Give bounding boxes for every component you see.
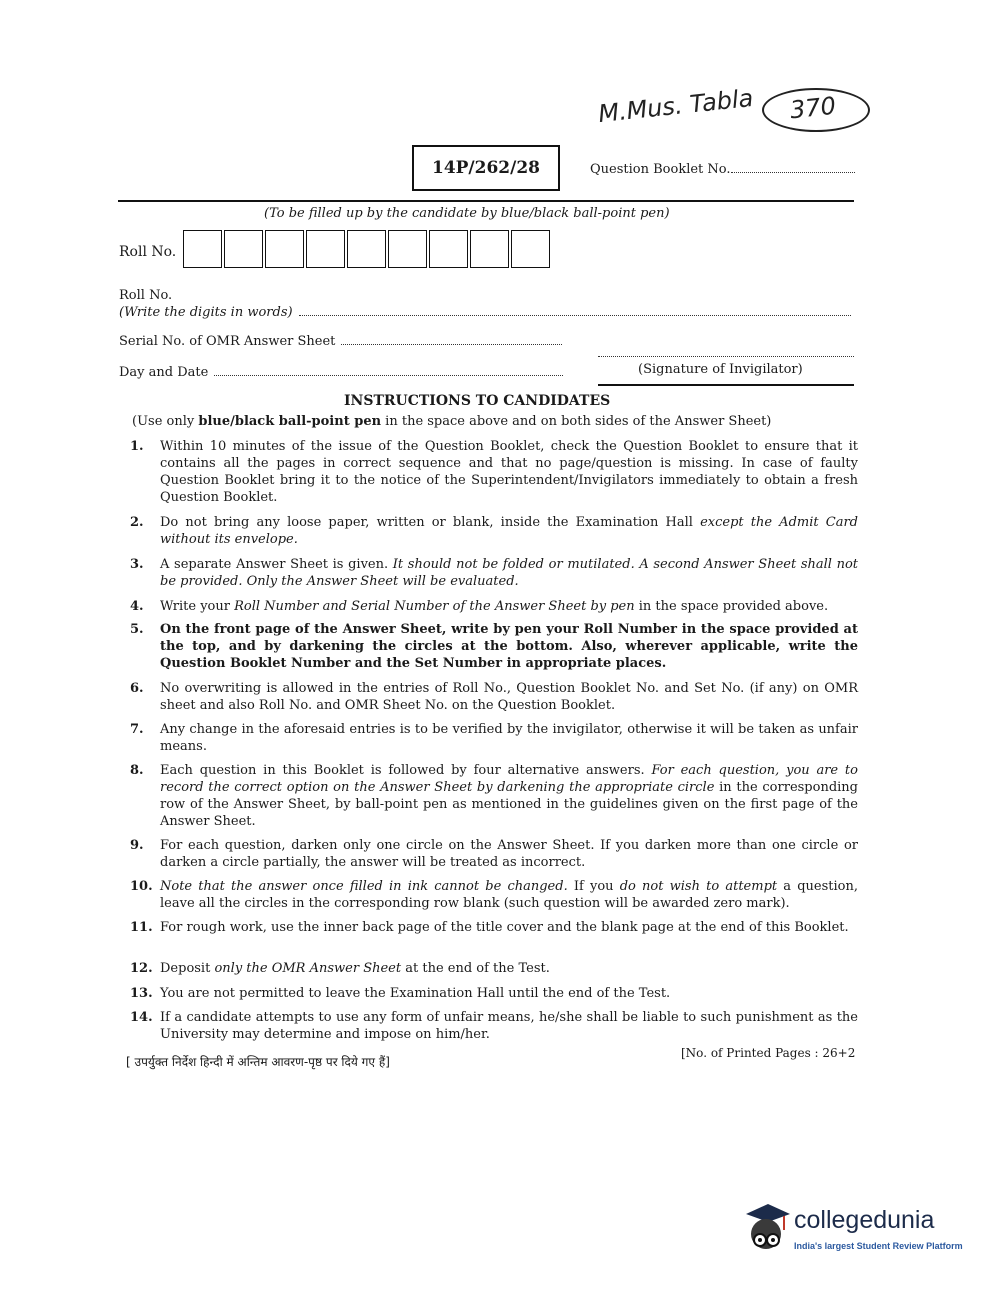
item-text: If you (567, 879, 614, 894)
item-text: Write your (160, 599, 230, 614)
item-text: Each question in this Booklet is followed by four alternative answers. (160, 763, 645, 778)
roll-no-grid[interactable] (183, 230, 551, 270)
item-text-end: a question, leave all the circles in the corresponding row blank (such question will be awarded zero mark). (160, 879, 859, 911)
instruction-item-6 (130, 680, 858, 714)
intro-text: (Use only (132, 414, 199, 429)
instruction-item-9 (130, 837, 858, 871)
item-text-italic: except the Admit Card without its envelope. (160, 515, 858, 547)
day-date-row (119, 365, 563, 380)
fill-instruction: (To be filled up by the candidate by blue/black ball-point pen) (264, 206, 670, 221)
roll-words-label: Roll No. (119, 288, 173, 303)
instruction-item-8 (130, 762, 858, 830)
intro-text-end: in the space above and on both sides of the Answer Sheet) (381, 414, 772, 429)
day-date-label: Day and Date (119, 365, 209, 380)
day-date-field[interactable] (214, 365, 563, 376)
item-text-italic: Note that the answer once filled in ink cannot be changed. (160, 879, 568, 894)
question-booklet-field[interactable] (731, 162, 855, 173)
item-number: 10. (130, 879, 153, 894)
top-rule (118, 200, 854, 202)
handwritten-note: M.Mus. Tabla (596, 83, 755, 129)
roll-digit-box[interactable] (265, 230, 304, 268)
roll-words-hint: (Write the digits in words) (119, 305, 293, 320)
signature-label: (Signature of Invigilator) (638, 362, 803, 377)
instruction-item-13 (130, 985, 858, 1002)
brand-tagline: India's largest Student Review Platform (794, 1241, 963, 1251)
instruction-item-7 (130, 721, 858, 755)
instruction-item-2 (130, 514, 858, 548)
roll-digit-box[interactable] (306, 230, 345, 268)
item-number: 13. (130, 986, 153, 1001)
roll-digit-box[interactable] (470, 230, 509, 268)
intro-bold-text: blue/black ball-point pen (198, 414, 382, 429)
instructions-title: INSTRUCTIONS TO CANDIDATES (344, 393, 611, 409)
item-text-end: in the corresponding row of the Answer Sheet, by ball-point pen as mentioned in the guidelines given on the first page of the Answer Sheet. (160, 780, 858, 829)
roll-digit-box[interactable] (347, 230, 386, 268)
item-text: No overwriting is allowed in the entries of Roll No., Question Booklet No. and Set No. (if any) on OMR sheet and also Roll No. and OMR Sheet No. on the Question Booklet. (160, 681, 858, 713)
item-number: 3. (130, 557, 144, 572)
item-text-italic: It should not be folded or mutilated. A second Answer Sheet shall not be provided. Only the Answer Sheet will be evaluated. (160, 557, 858, 589)
instruction-item-1 (130, 438, 858, 506)
hindi-note: [ उपर्युक्त निर्देश हिन्दी में अन्तिम आवरण-पृष्ठ पर दिये गए हैं] (126, 1055, 390, 1069)
omr-serial-field[interactable] (341, 334, 562, 345)
item-number: 6. (130, 681, 144, 696)
omr-serial-label: Serial No. of OMR Answer Sheet (119, 334, 336, 349)
item-text-italic: Roll Number and Serial Number of the Answer Sheet by pen (229, 599, 635, 614)
item-text-italic: only the OMR Answer Sheet (210, 961, 402, 976)
roll-digit-box[interactable] (183, 230, 222, 268)
item-text: Any change in the aforesaid entries is to be verified by the invigilator, otherwise it will be taken as unfair means. (160, 722, 858, 754)
mascot-icon (738, 1200, 794, 1260)
instructions-intro (132, 414, 771, 429)
item-number: 2. (130, 515, 144, 530)
paper-code-box (412, 145, 560, 191)
item-text: If a candidate attempts to use any form of unfair means, he/she shall be liable to such punishment as the University may determine and impose on him/her. (160, 1010, 858, 1042)
roll-words-row (119, 305, 851, 320)
roll-words-field[interactable] (299, 305, 851, 316)
roll-no-label: Roll No. (119, 244, 177, 260)
instruction-item-11 (130, 919, 858, 936)
item-number: 11. (130, 920, 153, 935)
collegedunia-watermark (738, 1200, 968, 1262)
item-number: 7. (130, 722, 144, 737)
handwritten-page-number: 370 (788, 91, 838, 125)
paper-code: 14P/262/28 (431, 158, 540, 178)
item-number: 4. (130, 599, 144, 614)
item-text: On the front page of the Answer Sheet, write by pen your Roll Number in the space provided at the top, and by darkening the circles at the bottom. Also, wherever applicable, write the Question Booklet Number and the Set Number in appropriate places. (160, 622, 858, 671)
signature-field[interactable] (598, 350, 854, 357)
item-text-end: in the space provided above. (634, 599, 829, 614)
item-number: 12. (130, 961, 153, 976)
item-text: Do not bring any loose paper, written or blank, inside the Examination Hall (160, 515, 693, 530)
item-text: A separate Answer Sheet is given. (160, 557, 389, 572)
question-booklet-no (590, 162, 855, 177)
item-number: 5. (130, 622, 144, 637)
item-text: For each question, darken only one circle on the Answer Sheet. If you darken more than one circle or darken a circle partially, the answer will be treated as incorrect. (160, 838, 858, 870)
item-text: For rough work, use the inner back page of the title cover and the blank page at the end of this Booklet. (160, 920, 849, 935)
instruction-item-5 (130, 621, 858, 672)
roll-digit-box[interactable] (511, 230, 550, 268)
item-text-italic-2: do not wish to attempt (613, 879, 778, 894)
roll-digit-box[interactable] (224, 230, 263, 268)
item-text-end: at the end of the Test. (401, 961, 550, 976)
item-number: 8. (130, 763, 144, 778)
instruction-item-3 (130, 556, 858, 590)
item-number: 14. (130, 1010, 153, 1025)
instruction-item-14 (130, 1009, 858, 1043)
instruction-item-4 (130, 598, 858, 615)
item-text: Deposit (160, 961, 211, 976)
omr-serial-row (119, 334, 562, 349)
roll-digit-box[interactable] (388, 230, 427, 268)
item-number: 9. (130, 838, 144, 853)
instruction-item-10 (130, 878, 858, 912)
item-text: Within 10 minutes of the issue of the Question Booklet, check the Question Booklet to ensure that it contains all the pages in correct sequence and that no page/question is missing. In case of faulty Question Booklet bring it to the notice of the Superintendent/Invigilators immediately to obtain a fresh Question Booklet. (160, 439, 858, 505)
item-text-italic: For each question, you are to record the correct option on the Answer Sheet by darkening the appropriate circle (160, 763, 858, 795)
roll-digit-box[interactable] (429, 230, 468, 268)
item-number: 1. (130, 439, 144, 454)
printed-pages: [No. of Printed Pages : 26+2 (681, 1046, 856, 1060)
question-booklet-label: Question Booklet No. (590, 162, 731, 177)
brand-name: collegedunia (794, 1206, 935, 1234)
item-text: You are not permitted to leave the Examination Hall until the end of the Test. (160, 986, 671, 1001)
instruction-item-12 (130, 960, 858, 977)
form-bottom-rule (598, 384, 854, 386)
